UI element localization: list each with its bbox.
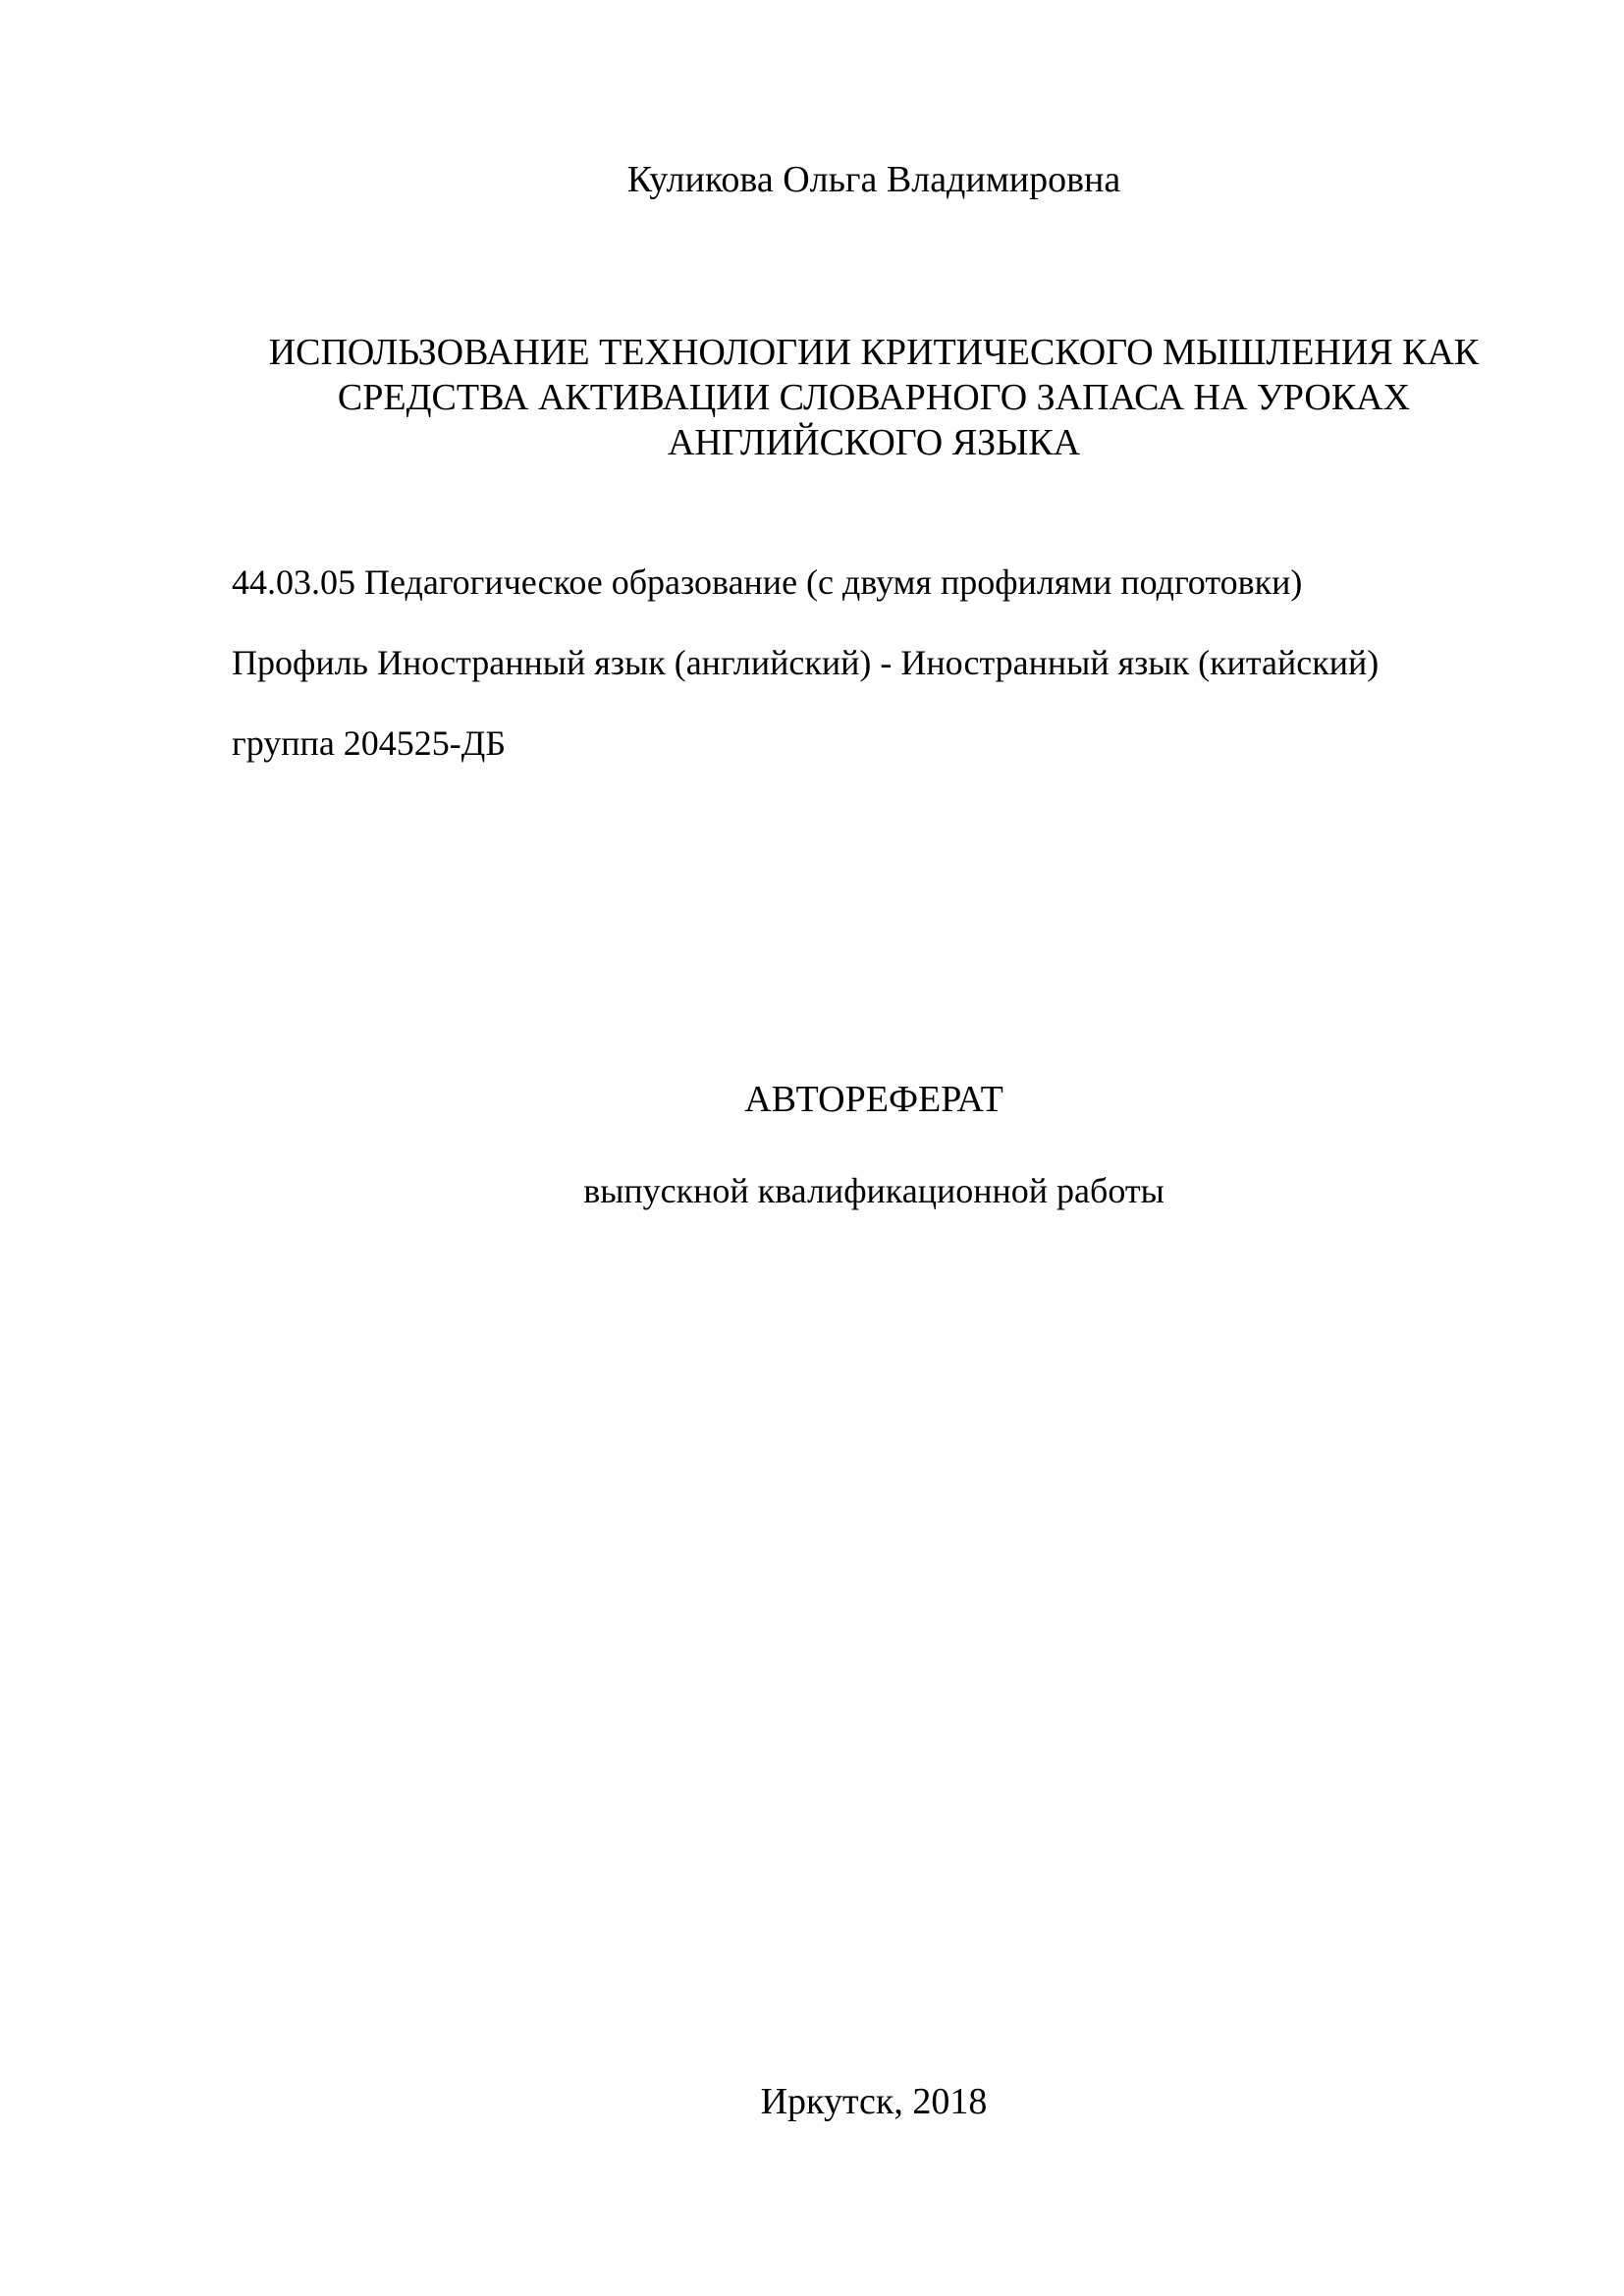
thesis-title-line-1: ИСПОЛЬЗОВАНИЕ ТЕХНОЛОГИИ КРИТИЧЕСКОГО МЫШЛЕНИЯ КАК xyxy=(268,332,1480,373)
document-subtype: выпускной квалификационной работы xyxy=(583,1171,1164,1210)
profile-line: Профиль Иностранный язык (английский) - Иностранный язык (китайский) xyxy=(232,643,1380,682)
thesis-title-line-3: АНГЛИЙСКОГО ЯЗЫКА xyxy=(667,422,1081,463)
specialty-line: 44.03.05 Педагогическое образование (с двумя профилями подготовки) xyxy=(232,562,1303,602)
program-info xyxy=(232,560,1508,801)
group-line: группа 204525-ДБ xyxy=(232,723,507,763)
document-type-heading: АВТОРЕФЕРАТ xyxy=(744,1079,1003,1120)
author-name: Куликова Ольга Владимировна xyxy=(626,159,1121,200)
thesis-title-line-2: СРЕДСТВА АКТИВАЦИИ СЛОВАРНОГО ЗАПАСА НА УРОКАХ xyxy=(337,377,1411,418)
thesis-title xyxy=(196,330,1551,465)
place-and-year: Иркутск, 2018 xyxy=(760,2081,988,2122)
